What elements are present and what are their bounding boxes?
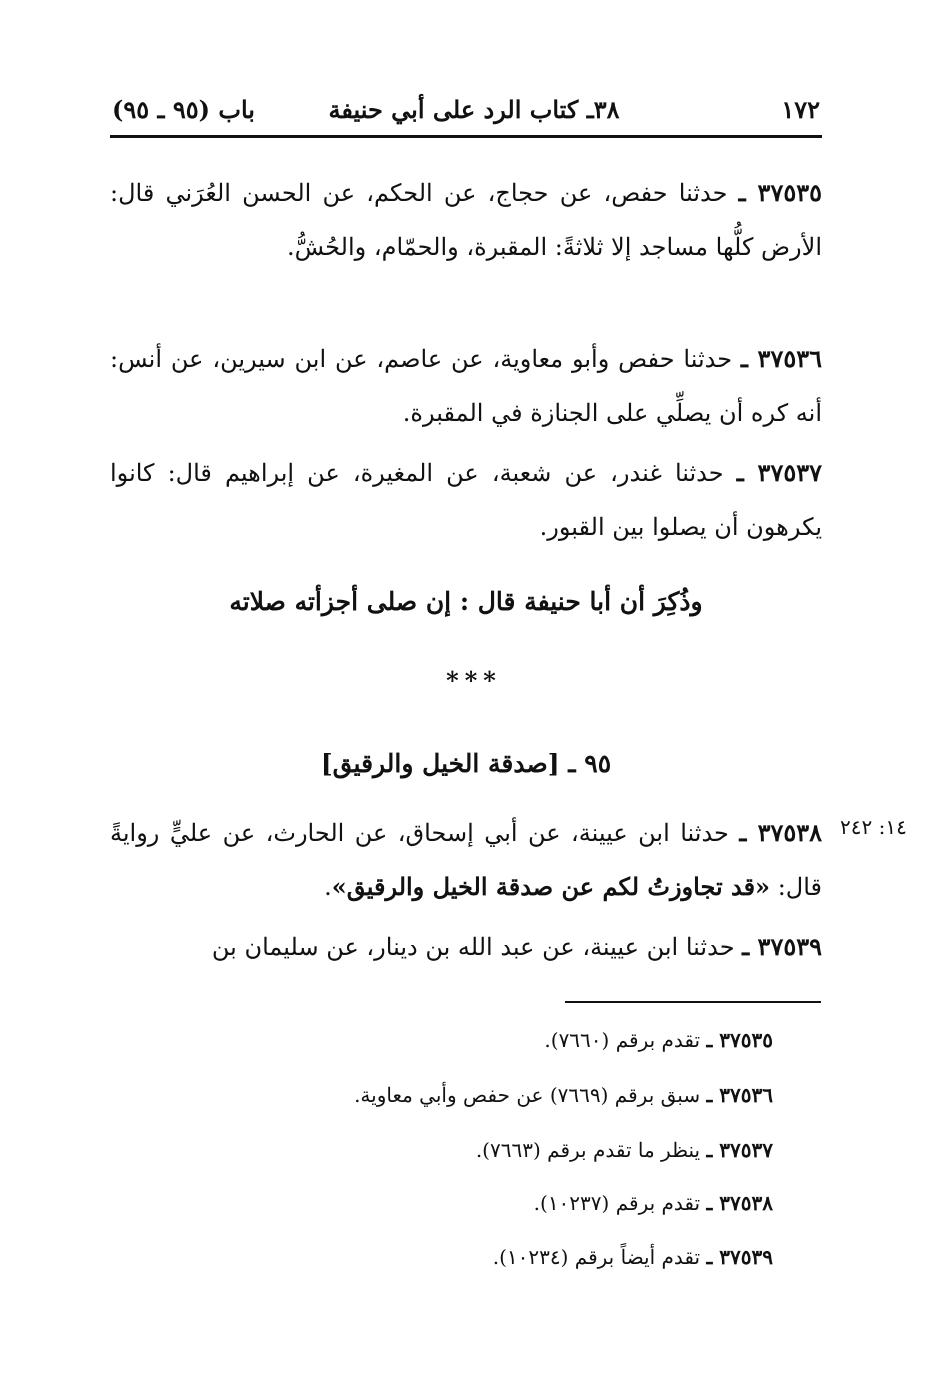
header-rule bbox=[110, 135, 822, 138]
hadith-text: حدثنا حفص، عن حجاج، عن الحكم، عن الحسن العُرَني قال: الأرض كلُّها مساجد إلا ثلاثةً: المقبرة، والحمّام، والحُشُّ. bbox=[110, 179, 822, 261]
footnote-text: تقدم برقم (١٠٢٣٧). bbox=[533, 1191, 707, 1215]
hadith-text: حدثنا حفص وأبو معاوية، عن عاصم، عن ابن سيرين، عن أنس: أنه كره أن يصلِّي على الجنازة في المقبرة. bbox=[110, 345, 822, 427]
hadith-number: ٣٧٥٣٦ ـ bbox=[740, 344, 822, 373]
footnote-37536 bbox=[354, 1080, 773, 1110]
hadith-number: ٣٧٥٣٨ ـ bbox=[739, 818, 823, 847]
hadith-end: . bbox=[324, 873, 332, 901]
footnote-number: ٣٧٥٣٩ ـ bbox=[706, 1245, 773, 1269]
footnote-number: ٣٧٥٣٥ ـ bbox=[706, 1028, 773, 1052]
hadith-number: ٣٧٥٣٧ ـ bbox=[736, 458, 822, 487]
footnote-37537 bbox=[476, 1135, 773, 1165]
hadith-text: حدثنا ابن عيينة، عن أبي إسحاق، عن الحارث، عن عليٍّ روايةً قال: bbox=[110, 819, 822, 901]
footnote-text: ينظر ما تقدم برقم (٧٦٦٣). bbox=[475, 1138, 707, 1162]
hadith-37538 bbox=[110, 806, 822, 914]
section-separator: *** bbox=[446, 666, 502, 695]
page-number: ١٧٢ bbox=[781, 95, 820, 124]
prophetic-quote: «قد تجاوزتُ لكم عن صدقة الخيل والرقيق» bbox=[331, 872, 771, 901]
footnote-37538 bbox=[534, 1188, 773, 1218]
footnote-text: تقدم برقم (٧٦٦٠). bbox=[544, 1028, 707, 1052]
hadith-37539 bbox=[110, 920, 822, 974]
footnote-rule bbox=[565, 1001, 821, 1003]
hadith-37537 bbox=[110, 446, 822, 554]
hadith-text: حدثنا ابن عيينة، عن عبد الله بن دينار، عن سليمان بن bbox=[211, 933, 743, 961]
footnote-number: ٣٧٥٣٧ ـ bbox=[706, 1138, 773, 1162]
footnote-text: تقدم أيضاً برقم (١٠٢٣٤). bbox=[492, 1245, 707, 1269]
hadith-text: حدثنا غندر، عن شعبة، عن المغيرة، عن إبراهيم قال: كانوا يكرهون أن يصلوا بين القبور. bbox=[110, 459, 822, 541]
footnote-text: سبق برقم (٧٦٦٩) عن حفص وأبي معاوية. bbox=[354, 1083, 707, 1107]
book-title: ٣٨ـ كتاب الرد على أبي حنيفة bbox=[328, 95, 620, 124]
chapter-range: باب (٩٥ ـ ٩٥) bbox=[112, 95, 255, 124]
abu-hanifa-statement: وذُكِرَ أن أبا حنيفة قال : إن صلى أجزأته صلاته bbox=[229, 587, 703, 616]
footnote-37539 bbox=[493, 1242, 773, 1272]
footnote-37535 bbox=[544, 1025, 773, 1055]
footnote-number: ٣٧٥٣٨ ـ bbox=[706, 1191, 773, 1215]
hadith-37535 bbox=[110, 166, 822, 274]
hadith-37536 bbox=[110, 332, 822, 440]
section-heading: ٩٥ ـ [صدقة الخيل والرقيق] bbox=[320, 749, 612, 778]
footnote-number: ٣٧٥٣٦ ـ bbox=[706, 1083, 773, 1107]
hadith-number: ٣٧٥٣٥ ـ bbox=[738, 178, 822, 207]
hadith-number: ٣٧٥٣٩ ـ bbox=[742, 932, 822, 961]
margin-reference: ١٤: ٢٤٢ bbox=[840, 815, 907, 839]
